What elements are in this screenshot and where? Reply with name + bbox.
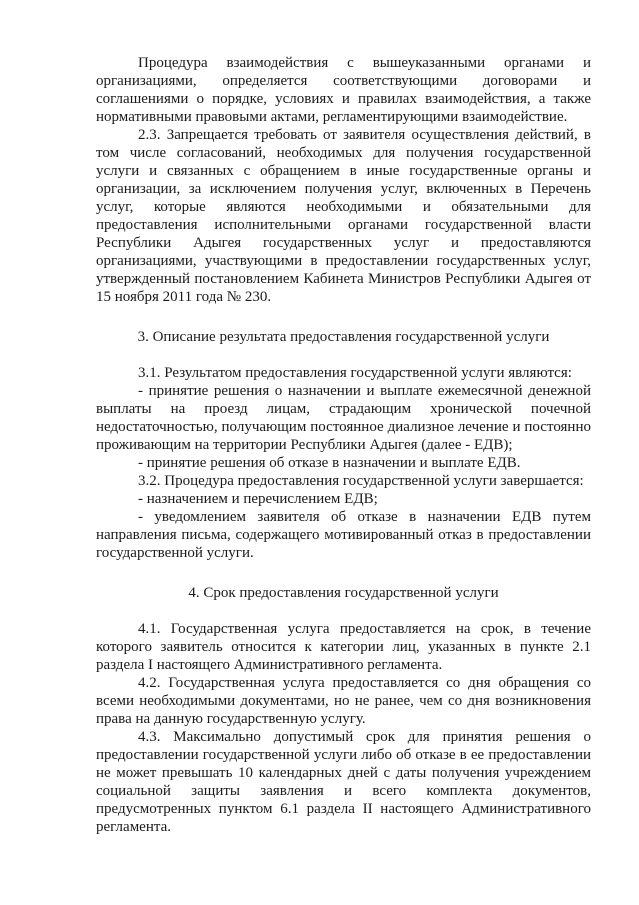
list-item-decision-refuse: - принятие решения об отказе в назначении и выплате ЕДВ. (138, 455, 521, 471)
paragraph-4-2: 4.2. Государственная услуга предоставляется со дня обращения со всеми необходимыми документами, но не ранее, чем со дня возникновения права на данную государственную услугу. (96, 675, 591, 727)
paragraph-3-1: 3.1. Результатом предоставления государственной услуги являются: (138, 365, 572, 381)
list-item-notify-refusal: - уведомлением заявителя об отказе в назначении ЕДВ путем направления письма, содержащего мотивированный отказ в предоставлении государственной услуги. (96, 509, 591, 561)
paragraph-4-1: 4.1. Государственная услуга предоставляется на срок, в течение которого заявитель относится к категории лиц, указанных в пункте 2.1 раздела I настоящего Административного регламента. (96, 621, 591, 673)
section-3-heading: 3. Описание результата предоставления государственной услуги (137, 329, 550, 345)
paragraph-interaction-procedure: Процедура взаимодействия с вышеуказанными органами и организациями, определяется соответствующими договорами и соглашениями о порядке, условиях и правилах взаимодействия, а также нормативными правовыми актами, регламентирующими взаимодействие. (96, 55, 591, 125)
spacer (96, 562, 591, 584)
spacer (96, 306, 591, 328)
spacer (96, 602, 591, 620)
spacer (96, 346, 591, 364)
list-item-decision-assign: - принятие решения о назначении и выплате ежемесячной денежной выплаты на проезд лицам, страдающим хронической почечной недостаточностью, получающим постоянное диализное лечение и постоянно проживающим на территории Республики Адыгея (далее - ЕДВ); (96, 383, 591, 453)
list-item-assign-transfer: - назначением и перечислением ЕДВ; (138, 491, 378, 507)
paragraph-4-3: 4.3. Максимально допустимый срок для принятия решения о предоставлении государственной услуги либо об отказе в ее предоставлении не может превышать 10 календарных дней с даты получения учреждением социальной защиты заявления и всего комплекта документов, предусмотренных пунктом 6.1 раздела II настоящего Административного регламента. (96, 729, 591, 835)
section-4-heading: 4. Срок предоставления государственной услуги (188, 585, 499, 601)
paragraph-2-3: 2.3. Запрещается требовать от заявителя осуществления действий, в том числе согласований, необходимых для получения государственной услуги и связанных с обращением в иные государственные органы и организации, за исключением получения услуг, включенных в Перечень услуг, которые являются необходимыми и обязательными для предоставления исполнительными органами государственной власти Республики Адыгея государственных услуг и предоставляются организациями, участвующими в предоставлении государственных услуг, утвержденный постановлением Кабинета Министров Республики Адыгея от 15 ноября 2011 года № 230. (96, 127, 591, 305)
paragraph-3-2: 3.2. Процедура предоставления государственной услуги завершается: (138, 473, 584, 489)
